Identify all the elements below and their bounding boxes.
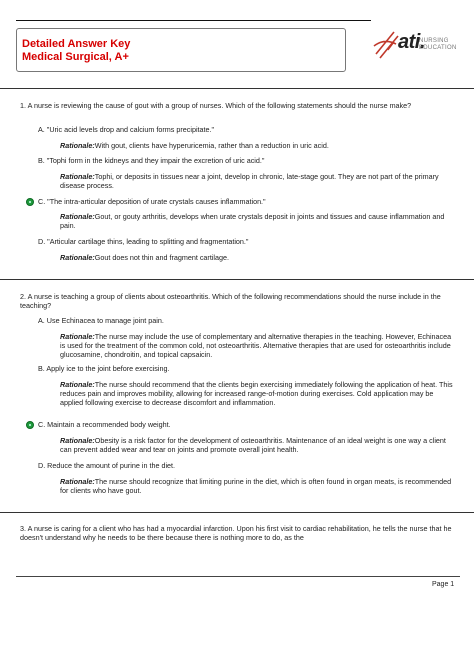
rationale-text: Tophi, or deposits in tissues near a joint, develop in chronic, late-stage gout. They are not part of the primary disease process.	[60, 172, 439, 190]
question-2-stem: 2. A nurse is teaching a group of clients about osteoarthritis. Which of the following recommendations should the nurse include in the teaching?	[20, 292, 441, 310]
top-rule	[16, 20, 371, 21]
section-divider	[0, 512, 474, 513]
page-number: Page 1	[432, 581, 455, 588]
rationale-text: The nurse should recommend that the clients begin exercising immediately following the application of heat. This reduces pain and improves mobility, allowing for increased range-of-motion during exercises. Cold application may be applied following exercise to decrease discomfort and inflammation.	[60, 380, 453, 407]
q1-rationale-d	[60, 253, 458, 262]
rationale-text: The nurse may include the use of complementary and alternative therapies in the teaching. However, Echinacea is used for the treatment of the common cold, not osteoarthritis. Alternative therapies that are used for osteoarthritis include glucosamine, chondroitin, and topical capsaicin.	[60, 332, 452, 359]
q1-option-d: D. "Articular cartilage thins, leading to splitting and fragmentation."	[38, 237, 249, 246]
q1-rationale-b	[60, 172, 458, 190]
q1-rationale-a	[60, 141, 458, 150]
q2-option-c: C. Maintain a recommended body weight.	[38, 420, 171, 429]
section-divider	[0, 279, 474, 280]
rationale-label: Rationale:	[60, 332, 95, 341]
rationale-label: Rationale:	[60, 380, 95, 389]
logo-sub-2: EDUCATION	[419, 44, 457, 51]
q2-option-a: A. Use Echinacea to manage joint pain.	[38, 316, 164, 325]
document-title	[22, 38, 130, 63]
title-line-2: Medical Surgical, A+	[22, 50, 129, 63]
rationale-label: Rationale:	[60, 141, 95, 150]
q1-rationale-c	[60, 212, 458, 230]
rationale-text: The nurse should recognize that limiting purine in the diet, which is often found in organ meats, is recommended for clients who have gout.	[60, 477, 452, 495]
q2-rationale-c	[60, 436, 458, 454]
q2-rationale-b	[60, 380, 458, 407]
rationale-label: Rationale:	[60, 436, 95, 445]
title-line-1: Detailed Answer Key	[22, 38, 131, 50]
footer-rule	[16, 576, 460, 577]
logo-wordmark: ati.	[398, 31, 425, 53]
correct-answer-icon	[26, 198, 34, 206]
correct-answer-icon	[26, 421, 34, 429]
q1-option-c: C. "The intra-articular deposition of urate crystals causes inflammation."	[38, 197, 266, 206]
q1-option-b: B. "Tophi form in the kidneys and they impair the excretion of uric acid."	[38, 156, 265, 165]
q2-rationale-d	[60, 477, 458, 495]
logo-sub-1: NURSING	[419, 38, 449, 44]
rationale-text: Gout, or gouty arthritis, develops when urate crystals deposit in joints and tissues and cause inflammation and pain.	[60, 212, 445, 230]
q2-rationale-a	[60, 332, 458, 359]
question-3-stem: 3. A nurse is caring for a client who has had a myocardial infarction. Upon his first visit to cardiac rehabilitation, he tells the nurse that he doesn't understand why he needs to be there because there is nothing more to do, as the	[20, 524, 452, 542]
rationale-label: Rationale:	[60, 477, 95, 486]
q1-option-a: A. "Uric acid levels drop and calcium forms precipitate."	[38, 125, 215, 134]
question-1-stem: 1. A nurse is reviewing the cause of gout with a group of nurses. Which of the following statements should the nurse make?	[20, 101, 412, 110]
q2-option-d: D. Reduce the amount of purine in the diet.	[38, 461, 176, 470]
section-divider	[0, 88, 474, 89]
rationale-label: Rationale:	[60, 172, 95, 181]
rationale-label: Rationale:	[60, 253, 95, 262]
q2-option-b: B. Apply ice to the joint before exercising.	[38, 364, 170, 373]
rationale-label: Rationale:	[60, 212, 95, 221]
logo-subtitle	[419, 38, 457, 51]
rationale-text: Gout does not thin and fragment cartilage.	[94, 253, 229, 262]
rationale-text: Obesity is a risk factor for the development of osteoarthritis. Maintenance of an ideal weight is one way a client can prevent added wear and tear on joints and promote overall joint health.	[60, 436, 446, 454]
rationale-text: With gout, clients have hyperuricemia, rather than a reduction in uric acid.	[94, 141, 329, 150]
